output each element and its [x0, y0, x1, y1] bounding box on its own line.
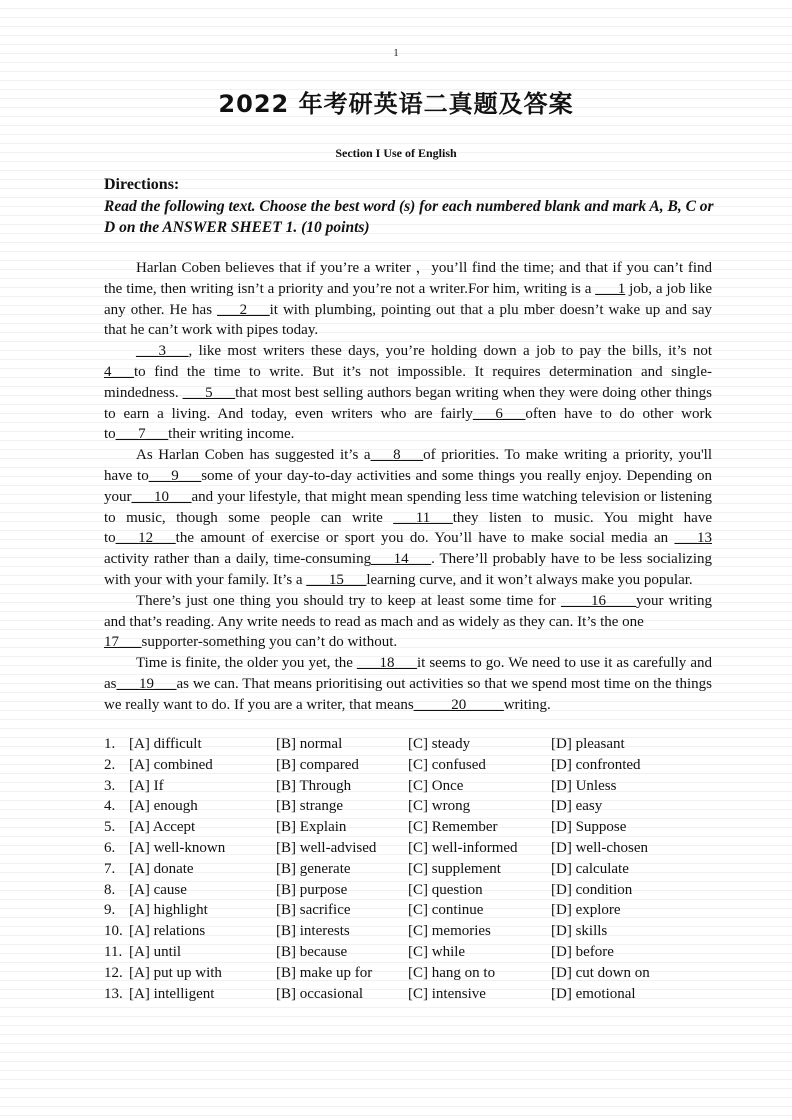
option-a: [A] well-known: [129, 839, 226, 856]
option-d: [D] Unless: [551, 777, 617, 794]
passage-paragraph-4-continued: 17___supporter-something you can’t do without.: [104, 634, 398, 651]
option-b: [B] make up for: [276, 964, 373, 981]
blank-4: 4___: [104, 363, 134, 380]
option-c: [C] continue: [408, 902, 484, 919]
question-option-row: [104, 986, 724, 1007]
option-c: [C] question: [408, 881, 483, 898]
option-d: [D] condition: [551, 881, 633, 898]
option-b: [B] compared: [276, 756, 359, 773]
question-option-row: [104, 882, 724, 903]
option-a: [A] highlight: [129, 902, 208, 919]
question-number: 11.: [104, 943, 123, 960]
option-a: [A] difficult: [129, 736, 202, 752]
blank-15: ___15___: [306, 571, 367, 588]
option-a: [A] put up with: [129, 964, 222, 981]
option-c: [C] memories: [408, 923, 491, 940]
passage-paragraph-1: Harlan Coben believes that if you’re a writer ，you’ll find the time; and that if you can’t find the time, then writing isn’t a priority and you’re not a writer.For him, writing is a ___1 job, a job like any other. He has ___2___it with plumbing, pointing out that a plu mber doesn’t wake up and say that he can’t work with pipes today.: [104, 260, 712, 339]
option-b: [B] normal: [276, 736, 343, 752]
option-d: [D] easy: [551, 798, 603, 815]
answer-options-list: [104, 736, 724, 1006]
question-option-row: [104, 736, 724, 757]
option-b: [B] interests: [276, 923, 350, 940]
passage-paragraph-5: Time is finite, the older you yet, the ___18___it seems to go. We need to use it as carefully and as___19___as we can. That means prioritising out activities so that we spend most time on the things we really want to do. If you are a writer, that means_____20_____writing.: [104, 655, 712, 713]
question-number: 7.: [104, 860, 116, 877]
option-a: [A] donate: [129, 860, 194, 877]
option-a: [A] relations: [129, 923, 206, 940]
question-option-row: [104, 965, 724, 986]
option-b: [B] occasional: [276, 985, 364, 1002]
option-d: [D] skills: [551, 923, 608, 940]
question-number: 6.: [104, 839, 116, 856]
blank-11: ___11___: [393, 509, 453, 526]
question-option-row: [104, 798, 724, 819]
question-number: 3.: [104, 777, 116, 794]
question-option-row: [104, 902, 724, 923]
question-number: 9.: [104, 902, 116, 919]
question-number: 1.: [104, 736, 116, 752]
blank-13: ___13: [674, 530, 712, 547]
blank-12: ___12___: [115, 530, 176, 547]
blank-16: ____16____: [561, 592, 636, 609]
option-c: [C] steady: [408, 736, 471, 752]
question-number: 12.: [104, 964, 123, 981]
passage-paragraph-3: As Harlan Coben has suggested it’s a___8___of priorities. To make writing a priority, you'll have to___9___some of your day-to-day activities and some things you really enjoy. Depending on your___10___and your lifestyle, that might mean spending less time watching television or listening to music, though some people can write ___11___they listen to music. You might have to___12___the amount of exercise or sport you do. You’ll have to make social media an ___13 activity rather than a daily, time-consuming___14___. There’ll probably have to be less socializing with your with your family. It’s a ___15___learning curve, and it won’t always make you popular.: [104, 447, 712, 588]
option-c: [C] confused: [408, 756, 486, 773]
option-b: [B] Explain: [276, 819, 347, 836]
option-c: [C] intensive: [408, 985, 486, 1002]
option-c: [C] Remember: [408, 819, 498, 836]
section-heading: Section I Use of English: [335, 146, 457, 160]
question-number: 10.: [104, 923, 123, 940]
option-a: [A] enough: [129, 798, 198, 815]
option-b: [B] well-advised: [276, 839, 377, 856]
option-c: [C] hang on to: [408, 964, 496, 981]
question-number: 4.: [104, 798, 116, 815]
page-number: 1: [393, 47, 399, 59]
option-d: [D] Suppose: [551, 819, 627, 836]
question-option-row: [104, 923, 724, 944]
blank-2: ___2___: [217, 301, 270, 318]
blank-10: ___10___: [131, 488, 192, 505]
question-number: 8.: [104, 881, 116, 898]
option-c: [C] well-informed: [408, 839, 518, 856]
blank-5: ___5___: [182, 384, 236, 401]
blank-7: ___7___: [115, 426, 169, 443]
option-c: [C] Once: [408, 777, 464, 794]
option-a: [A] combined: [129, 756, 213, 773]
option-b: [B] because: [276, 943, 348, 960]
blank-6: ___6___: [472, 405, 526, 422]
option-b: [B] purpose: [276, 881, 348, 898]
question-number: 5.: [104, 819, 116, 836]
reading-passage: [104, 258, 712, 716]
directions-label: Directions:: [104, 176, 180, 193]
question-option-row: [104, 944, 724, 965]
option-a: [A] cause: [129, 881, 187, 898]
blank-17: 17___: [104, 634, 142, 651]
question-option-row: [104, 778, 724, 799]
option-d: [D] calculate: [551, 860, 629, 877]
option-d: [D] pleasant: [551, 736, 625, 752]
passage-paragraph-4: There’s just one thing you should try to keep at least some time for ____16____your writing and that’s reading. Any write needs to read as mach and as widely as they can. It’s the one: [104, 592, 713, 630]
passage-paragraph-2: ___3___, like most writers these days, you’re holding down a job to pay the bills, it’s not 4___to find the time to write. But it’s not impossible. It requires determination and single-mindedness. ___5___that most best selling authors began writing when they were doing other things to earn a living. And today, even writers who are fairly___6___often have to do other work to___7___their writing income.: [104, 343, 713, 443]
question-option-row: [104, 861, 724, 882]
question-option-row: [104, 819, 724, 840]
option-d: [D] well-chosen: [551, 839, 649, 856]
option-b: [B] strange: [276, 798, 344, 815]
blank-1: ___1: [595, 280, 626, 297]
option-d: [D] explore: [551, 902, 621, 919]
option-b: [B] Through: [276, 777, 352, 794]
blank-3: ___3___: [136, 343, 189, 360]
blank-18: ___18___: [356, 655, 417, 672]
option-c: [C] wrong: [408, 798, 471, 815]
question-number: 2.: [104, 756, 116, 773]
option-c: [C] supplement: [408, 860, 501, 877]
question-option-row: [104, 840, 724, 861]
option-c: [C] while: [408, 943, 466, 960]
option-a: [A] until: [129, 943, 182, 960]
option-a: [A] If: [129, 777, 164, 794]
blank-20: _____20_____: [413, 696, 504, 713]
option-a: [A] Accept: [129, 819, 196, 836]
blank-19: ___19___: [116, 675, 177, 692]
blank-14: ___14___: [371, 551, 432, 568]
option-b: [B] generate: [276, 860, 351, 877]
option-d: [D] before: [551, 943, 614, 960]
question-number: 13.: [104, 985, 123, 1002]
question-option-row: [104, 757, 724, 778]
blank-8: ___8___: [370, 447, 424, 464]
blank-9: ___9___: [148, 467, 202, 484]
option-d: [D] confronted: [551, 756, 641, 773]
option-a: [A] intelligent: [129, 985, 215, 1002]
option-b: [B] sacrifice: [276, 902, 351, 919]
page-title: 2022 年考研英语二真题及答案: [218, 90, 574, 118]
option-d: [D] cut down on: [551, 964, 650, 981]
option-d: [D] emotional: [551, 985, 636, 1002]
instructions-text: Read the following text. Choose the best word (s) for each numbered blank and mark A, B, C or D on the ANSWER SHEET 1. (10 points): [104, 198, 714, 236]
